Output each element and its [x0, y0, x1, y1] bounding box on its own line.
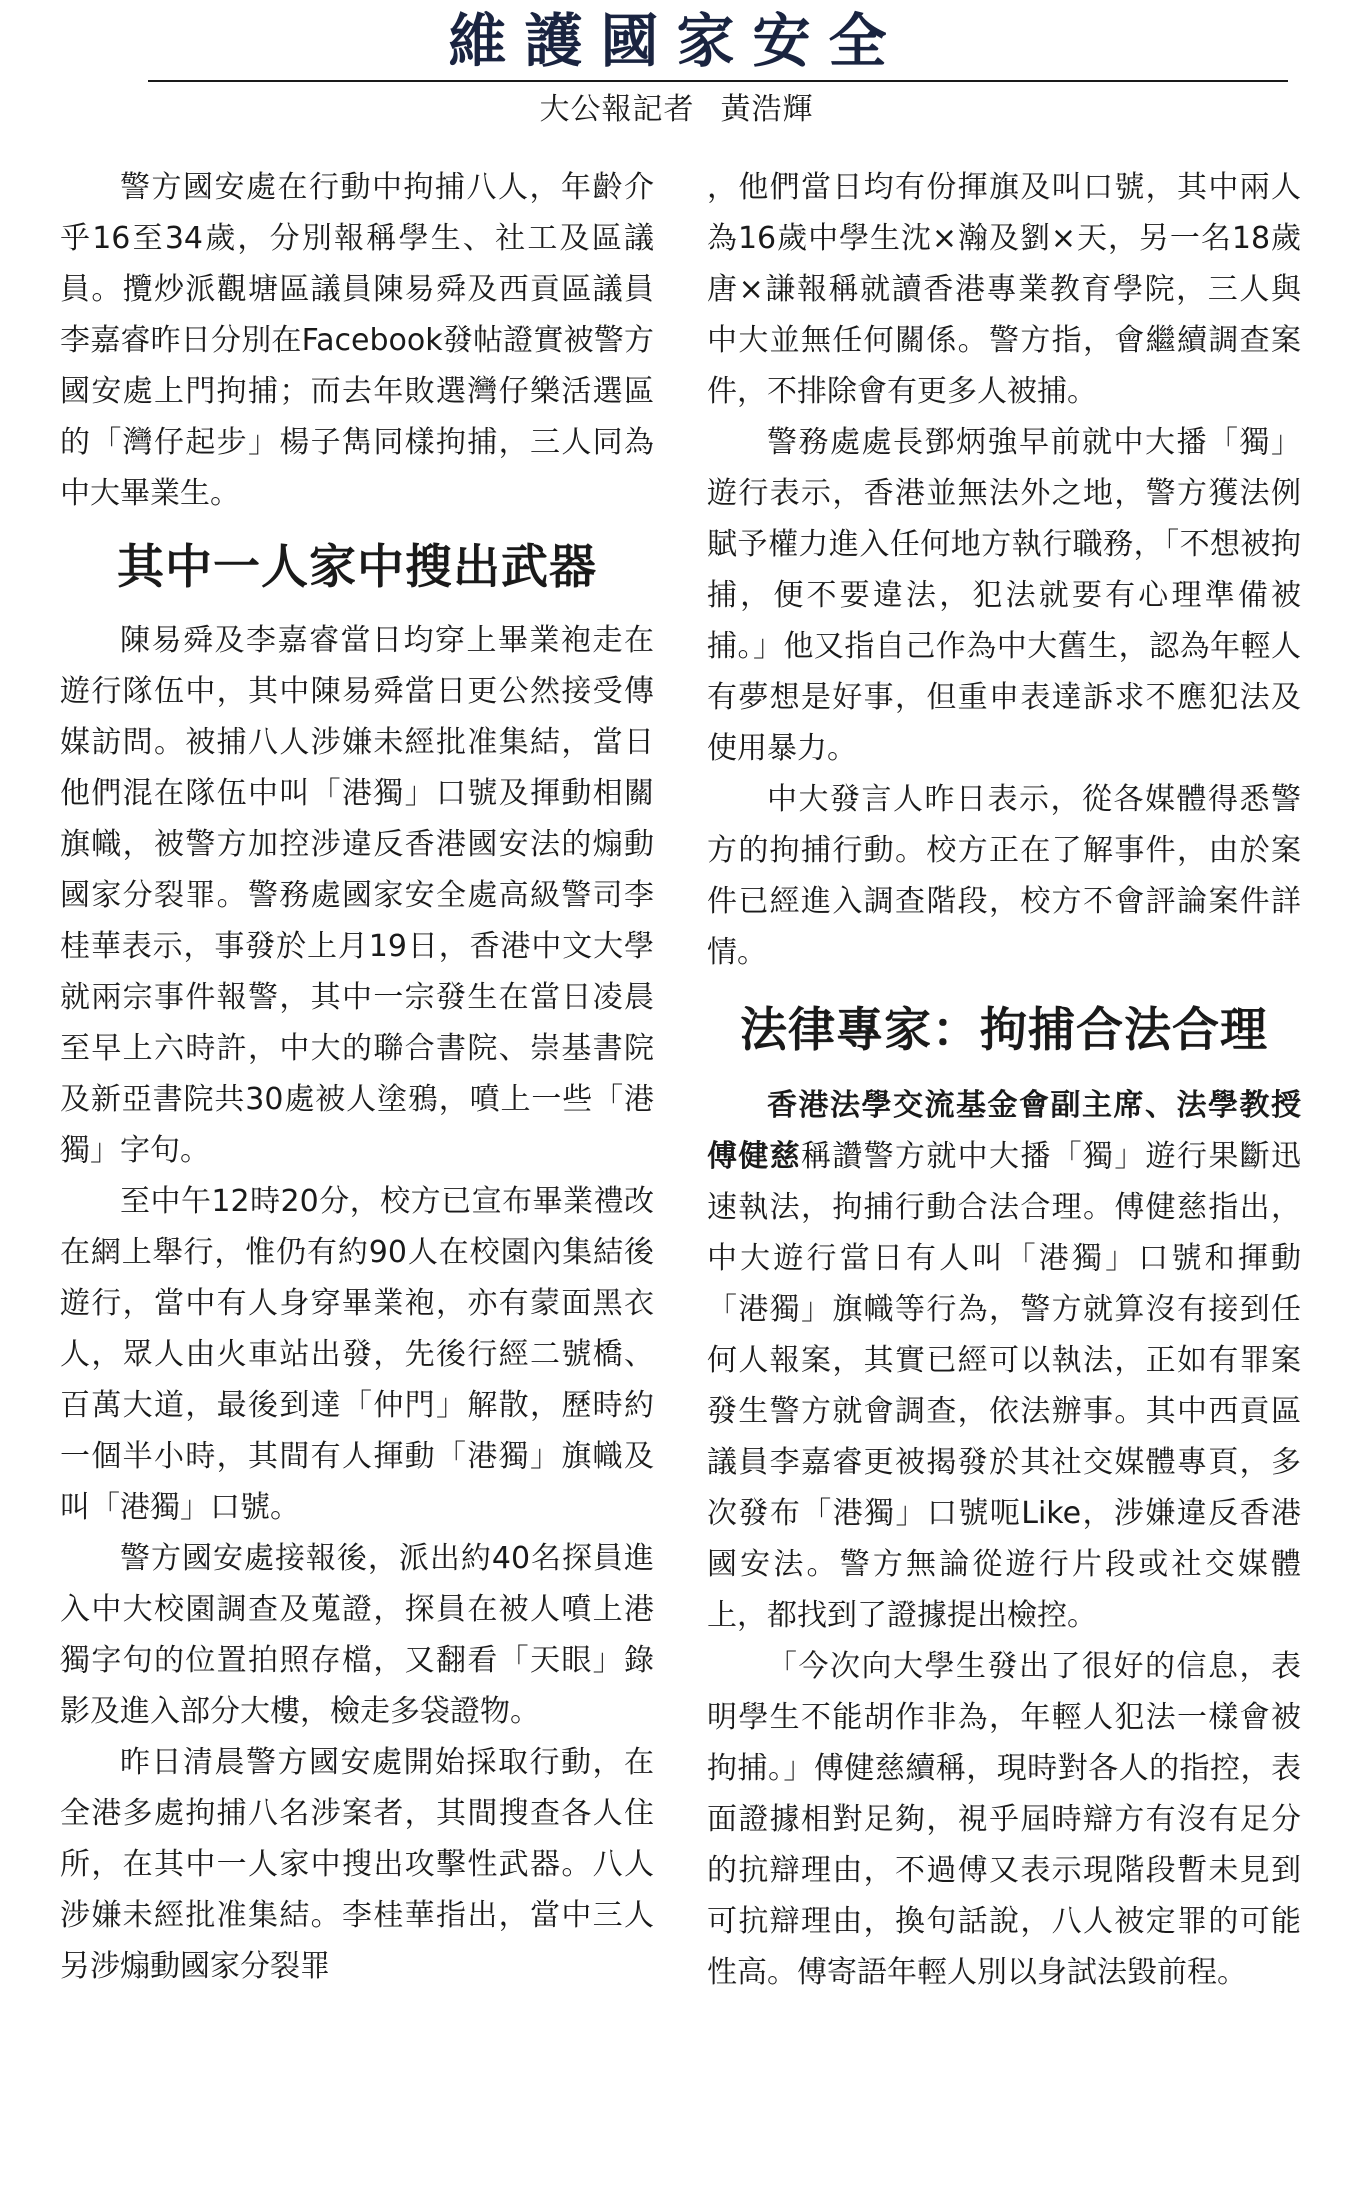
byline: [0, 88, 1353, 132]
expert-name: 香港法學交流基金會副主席、法學教授傅健慈: [707, 1088, 1301, 1174]
subheading: 其中一人家中搜出武器: [117, 540, 597, 595]
right-column: [707, 162, 1301, 1998]
paragraph: 陳易舜及李嘉睿當日均穿上畢業袍走在遊行隊伍中，其中陳易舜當日更公然接受傳媒訪問。被捕八人涉嫌未經批准集結，當日他們混在隊伍中叫「港獨」口號及揮動相關旗幟，被警方加控涉違反香港國安法的煽動國家分裂罪。警務處國家安全處高級警司李桂華表示，事發於上月19日，香港中文大學就兩宗事件報警，其中一宗發生在當日凌晨至早上六時許，中大的聯合書院、崇基書院及新亞書院共30處被人塗鴉，噴上一些「港獨」字句。: [60, 623, 654, 1168]
paragraph: ，他們當日均有份揮旗及叫口號，其中兩人為16歲中學生沈×瀚及劉×天，另一名18歲唐×謙報稱就讀香港專業教育學院，三人與中大並無任何關係。警方指，會繼續調查案件，不排除會有更多人被捕。: [707, 170, 1301, 409]
article-title: 維護國家安全: [448, 7, 905, 75]
header-rule: [148, 80, 1288, 82]
subheading: 法律專家：拘捕合法合理: [740, 1003, 1268, 1058]
paragraph: 中大發言人昨日表示，從各媒體得悉警方的拘捕行動。校方正在了解事件，由於案件已經進入調查階段，校方不會評論案件詳情。: [707, 782, 1301, 970]
paragraph-text: 稱讚警方就中大播「獨」遊行果斷迅速執法，拘捕行動合法合理。傅健慈指出，中大遊行當日有人叫「港獨」口號和揮動「港獨」旗幟等行為，警方就算沒有接到任何人報案，其實已經可以執法，正如有罪案發生警方就會調查，依法辦事。其中西貢區議員李嘉睿更被揭發於其社交媒體專頁，多次發布「港獨」口號呃Like，涉嫌違反香港國安法。警方無論從遊行片段或社交媒體上，都找到了證據提出檢控。: [707, 1139, 1301, 1633]
paragraph: 警方國安處接報後，派出約40名探員進入中大校園調查及蒐證，探員在被人噴上港獨字句的位置拍照存檔，又翻看「天眼」錄影及進入部分大樓，檢走多袋證物。: [60, 1541, 654, 1729]
paragraph: 至中午12時20分，校方已宣布畢業禮改在網上舉行，惟仍有約90人在校園內集結後遊行，當中有人身穿畢業袍，亦有蒙面黑衣人，眾人由火車站出發，先後行經二號橋、百萬大道，最後到達「仲門」解散，歷時約一個半小時，其間有人揮動「港獨」旗幟及叫「港獨」口號。: [60, 1184, 654, 1525]
byline-name: 黃浩輝: [720, 92, 814, 127]
byline-role: 大公報記者: [539, 92, 695, 127]
paragraph: [707, 1080, 1301, 1641]
left-column: [60, 162, 654, 1992]
paragraph: 昨日清晨警方國安處開始採取行動，在全港多處拘捕八名涉案者，其間搜查各人住所，在其中一人家中搜出攻擊性武器。八人涉嫌未經批准集結。李桂華指出，當中三人另涉煽動國家分裂罪: [60, 1745, 654, 1984]
paragraph: 警方國安處在行動中拘捕八人，年齡介乎16至34歲，分別報稱學生、社工及區議員。攬炒派觀塘區議員陳易舜及西貢區議員李嘉睿昨日分別在Facebook發帖證實被警方國安處上門拘捕；而去年敗選灣仔樂活選區的「灣仔起步」楊子雋同樣拘捕，三人同為中大畢業生。: [60, 170, 654, 511]
paragraph: 警務處處長鄧炳強早前就中大播「獨」遊行表示，香港並無法外之地，警方獲法例賦予權力進入任何地方執行職務，「不想被拘捕，便不要違法，犯法就要有心理準備被捕。」他又指自己作為中大舊生，認為年輕人有夢想是好事，但重申表達訴求不應犯法及使用暴力。: [707, 425, 1301, 766]
paragraph: 「今次向大學生發出了很好的信息，表明學生不能胡作非為，年輕人犯法一樣會被拘捕。」傅健慈續稱，現時對各人的指控，表面證據相對足夠，視乎屆時辯方有沒有足分的抗辯理由，不過傅又表示現階段暫未見到可抗辯理由，換句話說，八人被定罪的可能性高。傅寄語年輕人別以身試法毀前程。: [707, 1649, 1301, 1990]
